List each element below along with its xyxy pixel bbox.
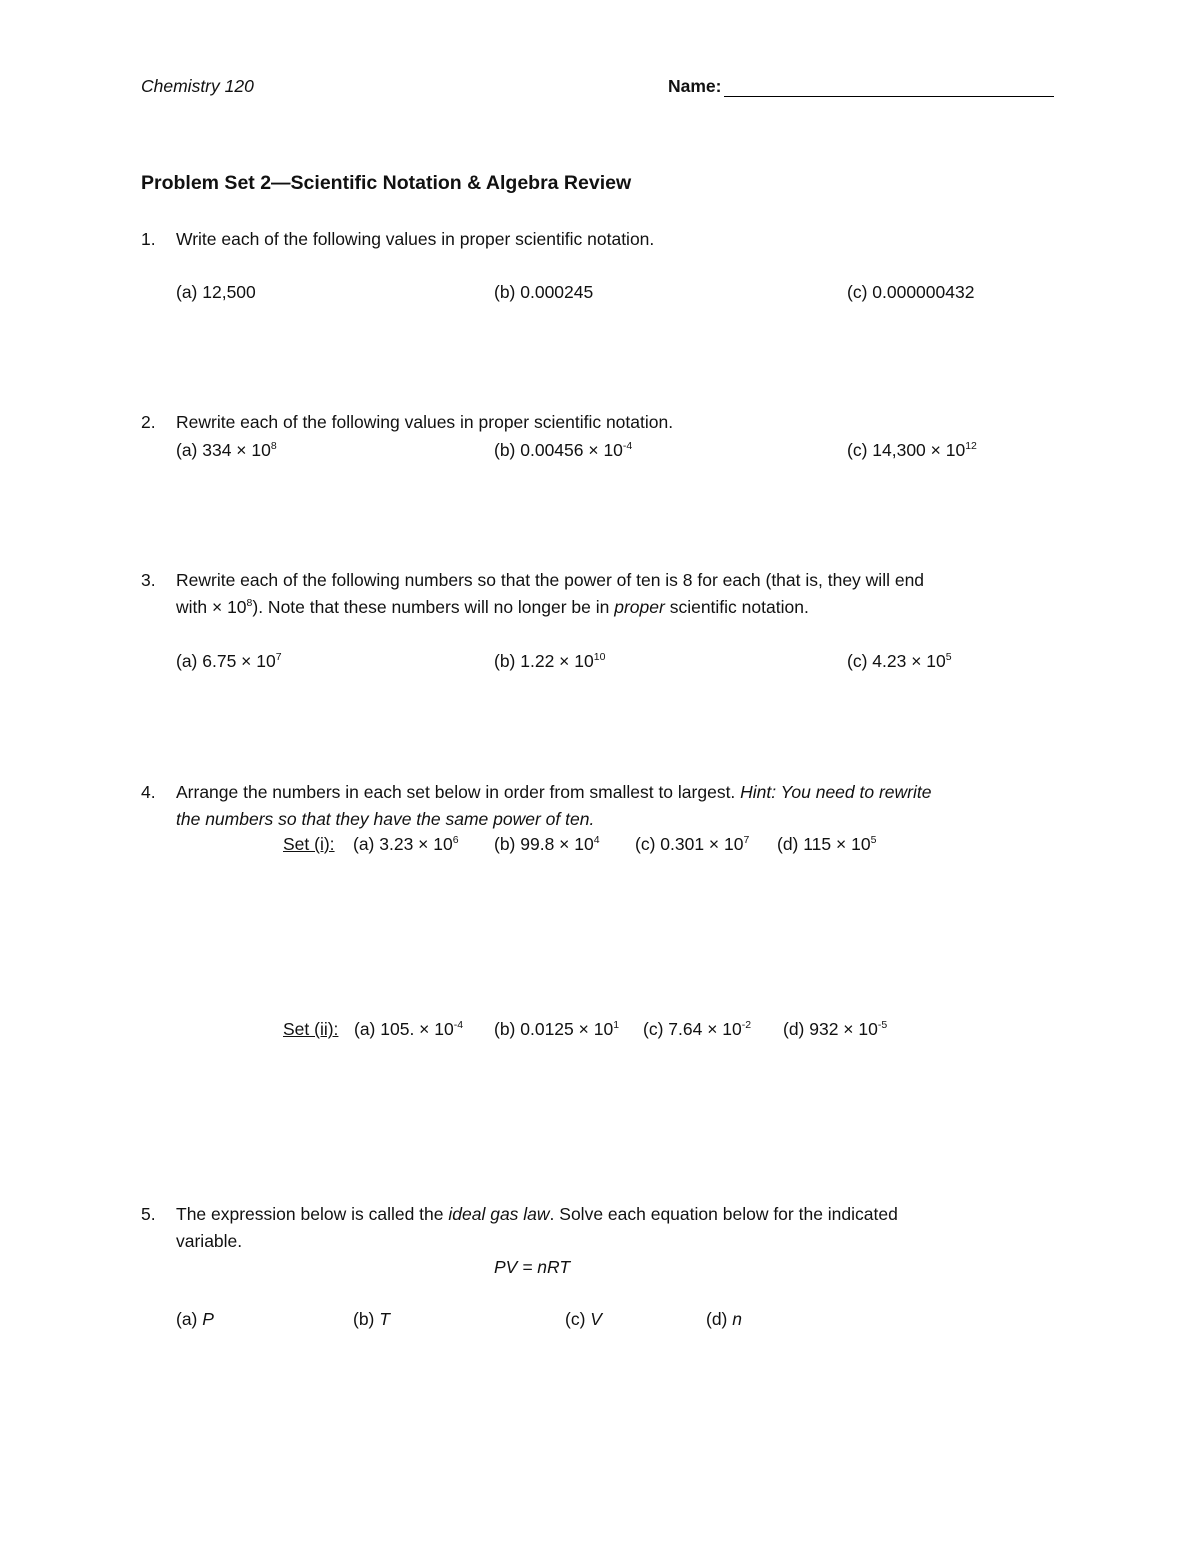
q4-text-line2: the numbers so that they have the same power of ten. bbox=[176, 809, 595, 829]
q3-part-b: (b) $1.22 \times 10^{10}$ bbox=[494, 651, 606, 671]
q5-equation: PV = nRT bbox=[494, 1257, 571, 1277]
q4-text-line1: Arrange the numbers in each set below in order from smallest to largest. Hint: You need to rewrite bbox=[176, 782, 932, 802]
course-label: Chemistry 120 bbox=[141, 76, 254, 96]
q4-number: 4. bbox=[141, 782, 156, 802]
page-title: Problem Set 2—Scientific Notation & Algebra Review bbox=[141, 172, 632, 194]
q4-set1-a: (a) $3.23 \times 10^6$ bbox=[353, 834, 459, 854]
q3-number: 3. bbox=[141, 570, 156, 590]
q5-part-c: (c) V bbox=[565, 1309, 602, 1329]
q4-set2-d: (d) $932 \times 10^{-5}$ bbox=[783, 1019, 888, 1039]
q5-part-d: (d) n bbox=[706, 1309, 742, 1329]
q5-text-line1: The expression below is called the ideal gas law. Solve each equation below for the indicated bbox=[176, 1204, 898, 1224]
q3-part-c: (c) $4.23 \times 10^5$ bbox=[847, 651, 952, 671]
q4-set2-label: Set (ii): bbox=[283, 1019, 339, 1039]
q2-part-c: (c) $14,300 \times 10^{12}$ bbox=[847, 440, 977, 460]
q4-set1-label: Set (i): bbox=[283, 834, 335, 854]
q4-set1-d: (d) $115 \times 10^5$ bbox=[777, 834, 877, 854]
q4-set2-b: (b) $0.0125 \times 10^1$ bbox=[494, 1019, 620, 1039]
name-field[interactable] bbox=[668, 75, 1054, 97]
q1-part-c: (c) 0.000000432 bbox=[847, 282, 975, 302]
q5-part-a: (a) P bbox=[176, 1309, 214, 1329]
q5-text-line2: variable. bbox=[176, 1231, 243, 1251]
q5-part-b: (b) T bbox=[353, 1309, 390, 1329]
q1-number: 1. bbox=[141, 229, 156, 249]
name-label: Name: bbox=[668, 76, 722, 96]
q4-set1-c: (c) $0.301 \times 10^7$ bbox=[635, 834, 750, 854]
q3-text-line1: Rewrite each of the following numbers so that the power of ten is 8 for each (that is, they will end bbox=[176, 570, 925, 590]
q1-part-a: (a) 12,500 bbox=[176, 282, 256, 302]
q4-set1-b: (b) $99.8 \times 10^4$ bbox=[494, 834, 600, 854]
q2-number: 2. bbox=[141, 412, 156, 432]
q3-text-line2: with × $10^8$). Note that these numbers will no longer be in proper scientific notation. bbox=[176, 597, 809, 617]
name-blank-line[interactable] bbox=[724, 77, 1054, 97]
q1-part-b: (b) 0.000245 bbox=[494, 282, 594, 302]
q2-part-b: (b) $0.00456 \times 10^{-4}$ bbox=[494, 440, 633, 460]
q1-text: Write each of the following values in proper scientific notation. bbox=[176, 229, 655, 249]
q2-text: Rewrite each of the following values in proper scientific notation. bbox=[176, 412, 674, 432]
q3-part-a: (a) $6.75 \times 10^7$ bbox=[176, 651, 282, 671]
q5-number: 5. bbox=[141, 1204, 156, 1224]
q4-set2-a: (a) 105. × $10^{-4}$ bbox=[354, 1019, 464, 1039]
q4-set2-c: (c) $7.64 \times 10^{-2}$ bbox=[643, 1019, 752, 1039]
q2-part-a: (a) $334 \times 10^8$ bbox=[176, 440, 277, 460]
